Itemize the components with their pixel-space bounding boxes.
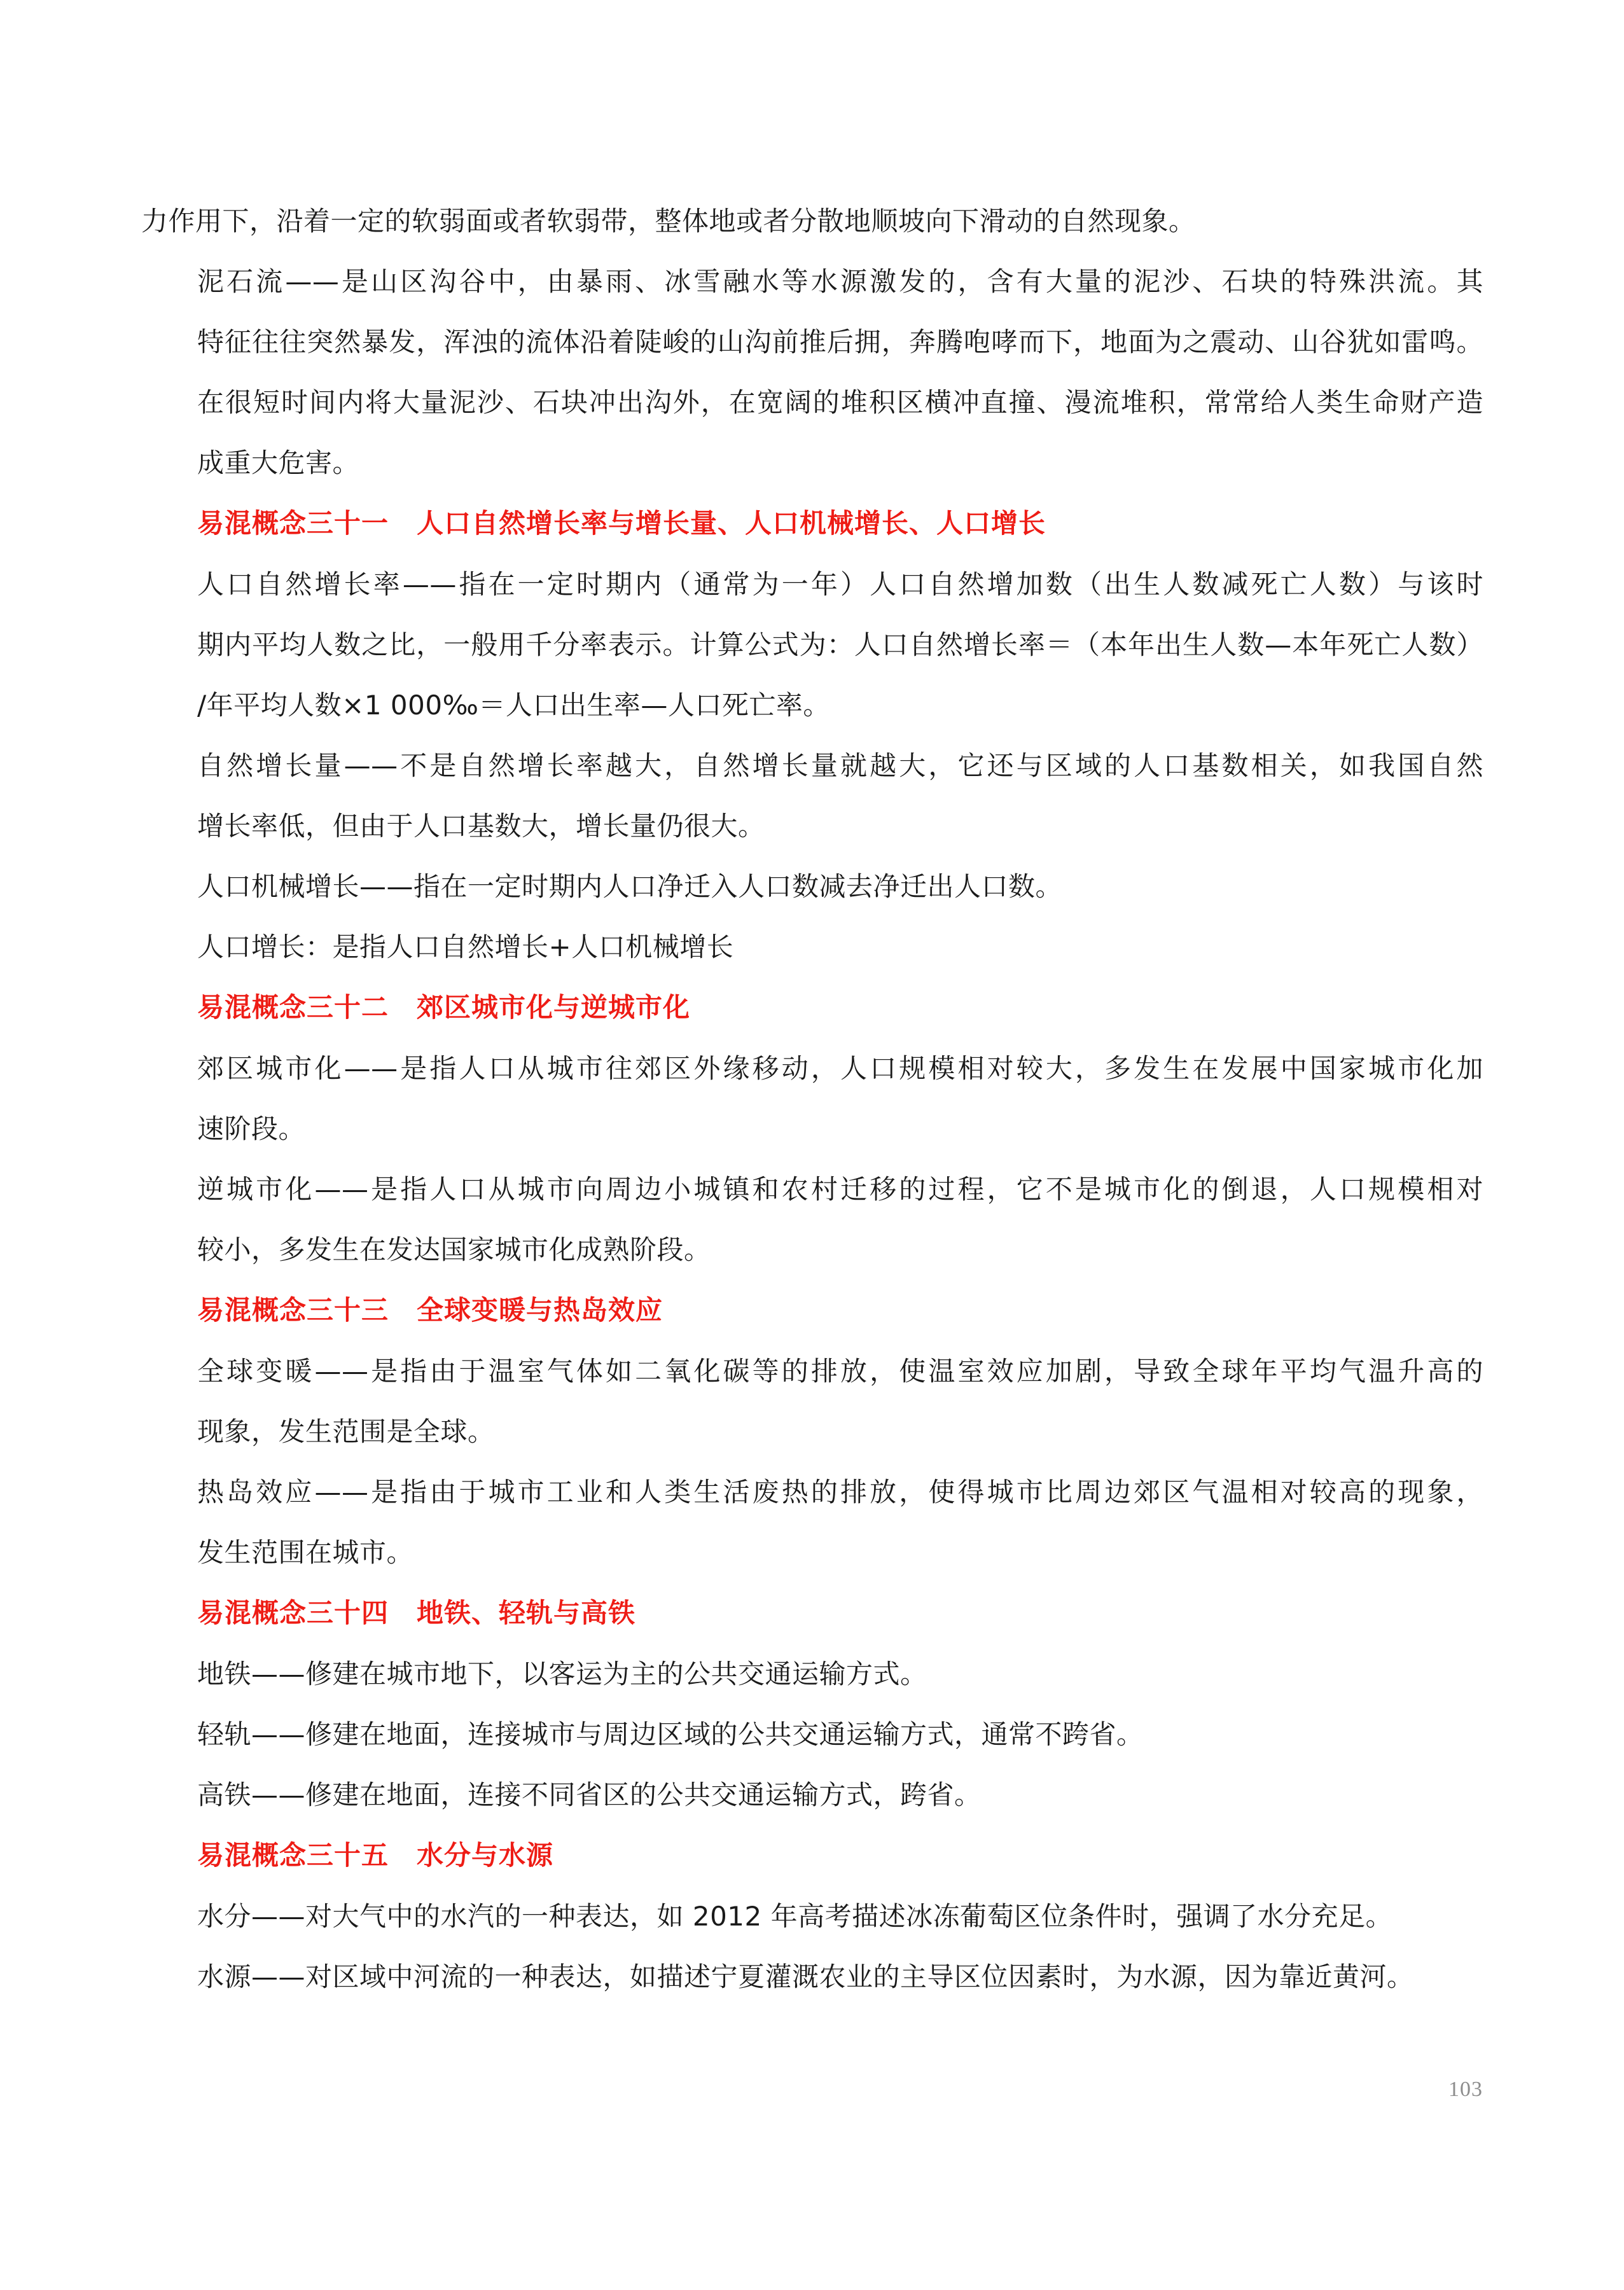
section-heading — [141, 1825, 1483, 1886]
section-heading-number: 易混概念三十四 — [197, 1597, 389, 1628]
paragraph-line: 轻轨——修建在地面，连接城市与周边区域的公共交通运输方式，通常不跨省。 — [197, 1719, 1144, 1750]
body-paragraph — [141, 1341, 1483, 1462]
paragraph-line: 增长率低，但由于人口基数大，增长量仍很大。 — [197, 810, 765, 842]
body-paragraph — [141, 1704, 1483, 1765]
paragraph-line: 自然增长量——不是自然增长率越大，自然增长量就越大，它还与区域的人口基数相关，如我国自然 — [197, 750, 1483, 781]
paragraph-line: 水源——对区域中河流的一种表达，如描述宁夏灌溉农业的主导区位因素时，为水源，因为靠近黄河。 — [197, 1961, 1414, 1992]
section-heading-title: 地铁、轻轨与高铁 — [417, 1597, 636, 1628]
page-content — [141, 191, 1483, 2007]
section-heading-number: 易混概念三十五 — [197, 1840, 389, 1871]
section-heading — [141, 1280, 1483, 1341]
paragraph-line: 水分——对大气中的水汽的一种表达，如 2012 年高考描述冰冻葡萄区位条件时，强调了水分充足。 — [197, 1901, 1393, 1932]
body-paragraph — [141, 251, 1483, 493]
paragraph-line: 逆城市化——是指人口从城市向周边小城镇和农村迁移的过程，它不是城市化的倒退，人口规模相对 — [197, 1174, 1483, 1205]
section-heading — [141, 977, 1483, 1038]
paragraph-line: 较小，多发生在发达国家城市化成熟阶段。 — [197, 1234, 711, 1265]
body-paragraph — [141, 1644, 1483, 1704]
section-heading — [141, 1583, 1483, 1644]
body-paragraph — [141, 1462, 1483, 1583]
paragraph-line: 现象，发生范围是全球。 — [197, 1416, 495, 1447]
paragraph-line: 地铁——修建在城市地下，以客运为主的公共交通运输方式。 — [197, 1658, 927, 1690]
body-paragraph — [141, 735, 1483, 856]
body-paragraph — [141, 191, 1483, 251]
paragraph-line: 人口机械增长——指在一定时期内人口净迁入人口数减去净迁出人口数。 — [197, 871, 1063, 902]
paragraph-line: 力作用下，沿着一定的软弱面或者软弱带，整体地或者分散地顺坡向下滑动的自然现象。 — [141, 205, 1196, 237]
body-paragraph — [141, 1765, 1483, 1825]
paragraph-line: 全球变暖——是指由于温室气体如二氧化碳等的排放，使温室效应加剧，导致全球年平均气温升高的 — [197, 1356, 1483, 1387]
paragraph-line: 成重大危害。 — [197, 447, 360, 478]
body-paragraph — [141, 1038, 1483, 1159]
paragraph-line: 速阶段。 — [197, 1113, 306, 1144]
section-heading-title: 人口自然增长率与增长量、人口机械增长、人口增长 — [417, 508, 1046, 539]
body-paragraph — [141, 1946, 1483, 2007]
section-heading-number: 易混概念三十一 — [197, 508, 389, 539]
section-heading-number: 易混概念三十三 — [197, 1294, 389, 1326]
section-heading-number: 易混概念三十二 — [197, 992, 389, 1023]
section-heading-title: 全球变暖与热岛效应 — [417, 1294, 663, 1326]
body-paragraph — [141, 1159, 1483, 1280]
paragraph-line: 高铁——修建在地面，连接不同省区的公共交通运输方式，跨省。 — [197, 1779, 982, 1810]
body-paragraph — [141, 554, 1483, 735]
body-paragraph — [141, 856, 1483, 917]
body-paragraph — [141, 917, 1483, 977]
paragraph-line: 热岛效应——是指由于城市工业和人类生活废热的排放，使得城市比周边郊区气温相对较高的现象， — [197, 1476, 1483, 1508]
paragraph-line: 郊区城市化——是指人口从城市往郊区外缘移动，人口规模相对较大，多发生在发展中国家城市化加 — [197, 1053, 1483, 1084]
paragraph-line: /年平均人数×1 000‰＝人口出生率—人口死亡率。 — [197, 690, 830, 721]
paragraph-line: 期内平均人数之比，一般用千分率表示。计算公式为：人口自然增长率＝（本年出生人数—本年死亡人数） — [197, 629, 1483, 660]
paragraph-line: 泥石流——是山区沟谷中，由暴雨、冰雪融水等水源激发的，含有大量的泥沙、石块的特殊洪流。其 — [197, 266, 1483, 297]
section-heading-title: 水分与水源 — [417, 1840, 554, 1871]
paragraph-line: 人口增长：是指人口自然增长+人口机械增长 — [197, 931, 734, 962]
body-paragraph — [141, 1886, 1483, 1946]
section-heading-title: 郊区城市化与逆城市化 — [417, 992, 691, 1023]
paragraph-line: 人口自然增长率——指在一定时期内（通常为一年）人口自然增加数（出生人数减死亡人数）与该时 — [197, 569, 1483, 600]
paragraph-line: 在很短时间内将大量泥沙、石块冲出沟外，在宽阔的堆积区横冲直撞、漫流堆积，常常给人类生命财产造 — [197, 387, 1483, 418]
paragraph-line: 发生范围在城市。 — [197, 1537, 414, 1568]
section-heading — [141, 493, 1483, 554]
page-number: 103 — [1448, 2078, 1483, 2101]
paragraph-line: 特征往往突然暴发，浑浊的流体沿着陡峻的山沟前推后拥，奔腾咆哮而下，地面为之震动、山谷犹如雷鸣。 — [197, 326, 1483, 357]
